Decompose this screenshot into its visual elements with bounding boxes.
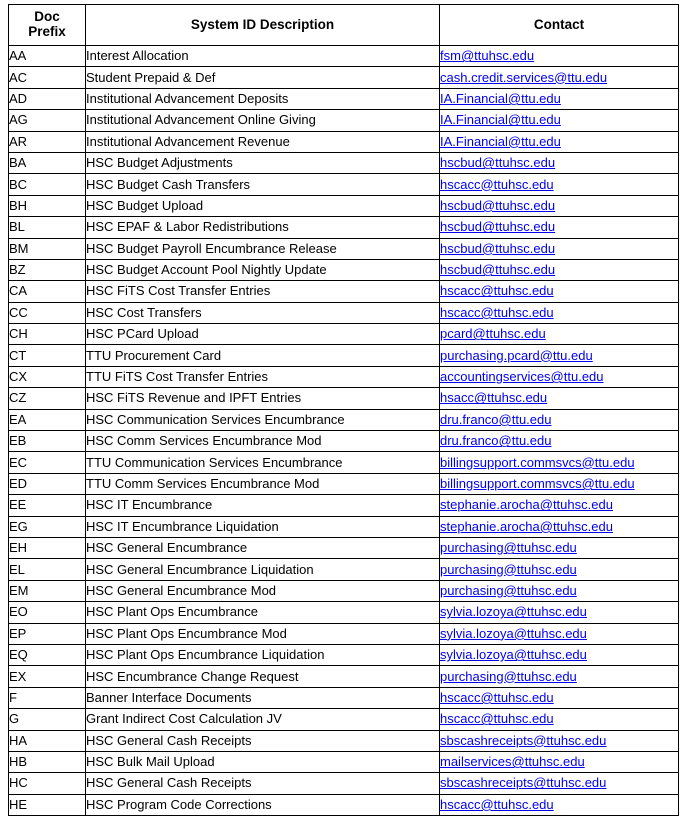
contact-email-link[interactable]: sylvia.lozoya@ttuhsc.edu	[440, 625, 587, 641]
cell-system-id-description: HSC Comm Services Encumbrance Mod	[86, 431, 440, 452]
cell-contact	[440, 666, 679, 687]
contact-email-link[interactable]: purchasing@ttuhsc.edu	[440, 561, 577, 577]
table-row	[9, 473, 679, 494]
cell-doc-prefix: BH	[9, 195, 86, 216]
contact-email-link[interactable]: hscbud@ttuhsc.edu	[440, 197, 556, 213]
contact-email-link[interactable]: billingsupport.commsvcs@ttu.edu	[440, 454, 635, 470]
contact-email-link[interactable]: sylvia.lozoya@ttuhsc.edu	[440, 647, 587, 663]
cell-system-id-description: Institutional Advancement Online Giving	[86, 110, 440, 131]
table-row	[9, 580, 679, 601]
cell-doc-prefix: EP	[9, 623, 86, 644]
cell-doc-prefix: HB	[9, 751, 86, 772]
table-header	[9, 5, 679, 46]
cell-contact	[440, 195, 679, 216]
cell-system-id-description: HSC Budget Cash Transfers	[86, 174, 440, 195]
cell-system-id-description: HSC Plant Ops Encumbrance	[86, 602, 440, 623]
contact-email-link[interactable]: mailservices@ttuhsc.edu	[440, 754, 585, 770]
cell-contact	[440, 281, 679, 302]
cell-system-id-description: TTU Comm Services Encumbrance Mod	[86, 473, 440, 494]
cell-doc-prefix: CA	[9, 281, 86, 302]
cell-system-id-description: HSC Program Code Corrections	[86, 794, 440, 815]
cell-system-id-description: Institutional Advancement Deposits	[86, 88, 440, 109]
cell-doc-prefix: BL	[9, 217, 86, 238]
contact-email-link[interactable]: hscbud@ttuhsc.edu	[440, 219, 556, 235]
cell-contact	[440, 110, 679, 131]
cell-contact	[440, 67, 679, 88]
cell-contact	[440, 559, 679, 580]
cell-contact	[440, 452, 679, 473]
cell-contact	[440, 217, 679, 238]
cell-contact	[440, 473, 679, 494]
cell-contact	[440, 516, 679, 537]
table-row	[9, 324, 679, 345]
cell-contact	[440, 345, 679, 366]
cell-doc-prefix: EM	[9, 580, 86, 601]
cell-doc-prefix: EG	[9, 516, 86, 537]
contact-email-link[interactable]: hscacc@ttuhsc.edu	[440, 689, 554, 705]
cell-contact	[440, 730, 679, 751]
table-row	[9, 709, 679, 730]
cell-system-id-description: Institutional Advancement Revenue	[86, 131, 440, 152]
cell-doc-prefix: EE	[9, 495, 86, 516]
table-row	[9, 152, 679, 173]
table-row	[9, 730, 679, 751]
table-row	[9, 46, 679, 67]
table-row	[9, 88, 679, 109]
cell-system-id-description: HSC FiTS Cost Transfer Entries	[86, 281, 440, 302]
cell-system-id-description: TTU FiTS Cost Transfer Entries	[86, 366, 440, 387]
cell-contact	[440, 794, 679, 815]
table-row	[9, 195, 679, 216]
contact-email-link[interactable]: dru.franco@ttu.edu	[440, 433, 552, 449]
cell-system-id-description: HSC Budget Upload	[86, 195, 440, 216]
cell-doc-prefix: G	[9, 709, 86, 730]
cell-doc-prefix: AA	[9, 46, 86, 67]
table-row	[9, 431, 679, 452]
cell-system-id-description: HSC Encumbrance Change Request	[86, 666, 440, 687]
cell-contact	[440, 46, 679, 67]
contact-email-link[interactable]: dru.franco@ttu.edu	[440, 411, 552, 427]
cell-system-id-description: HSC Budget Payroll Encumbrance Release	[86, 238, 440, 259]
cell-system-id-description: TTU Communication Services Encumbrance	[86, 452, 440, 473]
cell-system-id-description: HSC EPAF & Labor Redistributions	[86, 217, 440, 238]
cell-contact	[440, 751, 679, 772]
table-row	[9, 388, 679, 409]
cell-contact	[440, 88, 679, 109]
cell-system-id-description: Grant Indirect Cost Calculation JV	[86, 709, 440, 730]
contact-email-link[interactable]: purchasing@ttuhsc.edu	[440, 582, 577, 598]
contact-email-link[interactable]: purchasing@ttuhsc.edu	[440, 668, 577, 684]
cell-contact	[440, 709, 679, 730]
table-row	[9, 217, 679, 238]
cell-doc-prefix: EQ	[9, 644, 86, 665]
table-row	[9, 110, 679, 131]
table-row	[9, 495, 679, 516]
cell-doc-prefix: HC	[9, 773, 86, 794]
cell-system-id-description: HSC PCard Upload	[86, 324, 440, 345]
table-row	[9, 67, 679, 88]
cell-system-id-description: HSC Plant Ops Encumbrance Mod	[86, 623, 440, 644]
contact-email-link[interactable]: billingsupport.commsvcs@ttu.edu	[440, 475, 635, 491]
table-row	[9, 644, 679, 665]
table-row	[9, 131, 679, 152]
cell-doc-prefix: BM	[9, 238, 86, 259]
cell-doc-prefix: AC	[9, 67, 86, 88]
cell-doc-prefix: CZ	[9, 388, 86, 409]
column-header-doc-prefix	[9, 5, 86, 46]
table-row	[9, 516, 679, 537]
cell-contact	[440, 537, 679, 558]
cell-doc-prefix: BA	[9, 152, 86, 173]
table-row	[9, 366, 679, 387]
cell-system-id-description: HSC General Encumbrance	[86, 537, 440, 558]
cell-system-id-description: HSC Plant Ops Encumbrance Liquidation	[86, 644, 440, 665]
cell-doc-prefix: CH	[9, 324, 86, 345]
cell-contact	[440, 580, 679, 601]
contact-email-link[interactable]: cash.credit.services@ttu.edu	[440, 69, 608, 85]
cell-system-id-description: HSC Communication Services Encumbrance	[86, 409, 440, 430]
cell-contact	[440, 259, 679, 280]
column-header-doc-prefix-line1: Doc	[34, 9, 60, 25]
cell-doc-prefix: EH	[9, 537, 86, 558]
contact-email-link[interactable]: IA.Financial@ttu.edu	[440, 133, 561, 149]
cell-doc-prefix: F	[9, 687, 86, 708]
cell-system-id-description: HSC General Cash Receipts	[86, 730, 440, 751]
contact-email-link[interactable]: hscacc@ttuhsc.edu	[440, 796, 554, 812]
cell-system-id-description: HSC IT Encumbrance	[86, 495, 440, 516]
header-row	[9, 5, 679, 46]
contact-email-link[interactable]: hscacc@ttuhsc.edu	[440, 711, 554, 727]
cell-doc-prefix: CT	[9, 345, 86, 366]
cell-system-id-description: HSC General Encumbrance Liquidation	[86, 559, 440, 580]
contact-email-link[interactable]: sbscashreceipts@ttuhsc.edu	[440, 775, 607, 791]
cell-doc-prefix: AR	[9, 131, 86, 152]
column-header-system-id-description: System ID Description	[86, 5, 440, 46]
table-row	[9, 751, 679, 772]
cell-contact	[440, 324, 679, 345]
table-row	[9, 302, 679, 323]
cell-contact	[440, 602, 679, 623]
table-row	[9, 452, 679, 473]
cell-doc-prefix: AD	[9, 88, 86, 109]
cell-system-id-description: Student Prepaid & Def	[86, 67, 440, 88]
cell-doc-prefix: CC	[9, 302, 86, 323]
table-row	[9, 345, 679, 366]
contact-email-link[interactable]: hscacc@ttuhsc.edu	[440, 283, 554, 299]
cell-doc-prefix: EA	[9, 409, 86, 430]
contact-email-link[interactable]: purchasing@ttuhsc.edu	[440, 540, 577, 556]
contact-email-link[interactable]: hscbud@ttuhsc.edu	[440, 262, 556, 278]
cell-system-id-description: HSC General Cash Receipts	[86, 773, 440, 794]
cell-contact	[440, 431, 679, 452]
contact-email-link[interactable]: hscacc@ttuhsc.edu	[440, 304, 554, 320]
cell-contact	[440, 644, 679, 665]
cell-doc-prefix: HE	[9, 794, 86, 815]
contact-email-link[interactable]: pcard@ttuhsc.edu	[440, 326, 546, 342]
contact-email-link[interactable]: sbscashreceipts@ttuhsc.edu	[440, 732, 607, 748]
contact-email-link[interactable]: IA.Financial@ttu.edu	[440, 112, 561, 128]
table-row	[9, 794, 679, 815]
table-row	[9, 623, 679, 644]
contact-email-link[interactable]: stephanie.arocha@ttuhsc.edu	[440, 497, 613, 513]
table-row	[9, 666, 679, 687]
cell-doc-prefix: EC	[9, 452, 86, 473]
cell-system-id-description: HSC General Encumbrance Mod	[86, 580, 440, 601]
cell-contact	[440, 388, 679, 409]
table-row	[9, 773, 679, 794]
contact-email-link[interactable]: stephanie.arocha@ttuhsc.edu	[440, 518, 613, 534]
cell-contact	[440, 687, 679, 708]
table-body	[9, 46, 679, 816]
cell-contact	[440, 238, 679, 259]
cell-system-id-description: HSC Budget Adjustments	[86, 152, 440, 173]
cell-doc-prefix: EL	[9, 559, 86, 580]
contact-email-link[interactable]: accountingservices@ttu.edu	[440, 369, 604, 385]
table-row	[9, 409, 679, 430]
cell-doc-prefix: EO	[9, 602, 86, 623]
cell-contact	[440, 131, 679, 152]
contact-email-link[interactable]: purchasing.pcard@ttu.edu	[440, 347, 593, 363]
cell-system-id-description: HSC Cost Transfers	[86, 302, 440, 323]
cell-doc-prefix: BZ	[9, 259, 86, 280]
cell-system-id-description: HSC IT Encumbrance Liquidation	[86, 516, 440, 537]
cell-contact	[440, 366, 679, 387]
cell-contact	[440, 623, 679, 644]
cell-system-id-description: Banner Interface Documents	[86, 687, 440, 708]
table-row	[9, 259, 679, 280]
cell-contact	[440, 495, 679, 516]
column-header-contact: Contact	[440, 5, 679, 46]
cell-doc-prefix: EB	[9, 431, 86, 452]
table-row	[9, 537, 679, 558]
cell-system-id-description: HSC Budget Account Pool Nightly Update	[86, 259, 440, 280]
contact-email-link[interactable]: hscbud@ttuhsc.edu	[440, 155, 556, 171]
cell-doc-prefix: EX	[9, 666, 86, 687]
cell-contact	[440, 302, 679, 323]
table-row	[9, 687, 679, 708]
cell-system-id-description: Interest Allocation	[86, 46, 440, 67]
table-row	[9, 281, 679, 302]
table-row	[9, 559, 679, 580]
cell-doc-prefix: HA	[9, 730, 86, 751]
cell-doc-prefix: AG	[9, 110, 86, 131]
doc-prefix-table-container	[8, 4, 678, 816]
cell-contact	[440, 152, 679, 173]
contact-email-link[interactable]: hsacc@ttuhsc.edu	[440, 390, 548, 406]
cell-doc-prefix: CX	[9, 366, 86, 387]
contact-email-link[interactable]: hscbud@ttuhsc.edu	[440, 240, 556, 256]
doc-prefix-table	[8, 4, 679, 816]
column-header-doc-prefix-line2: Prefix	[28, 24, 66, 39]
contact-email-link[interactable]: IA.Financial@ttu.edu	[440, 90, 561, 106]
table-row	[9, 174, 679, 195]
contact-email-link[interactable]: fsm@ttuhsc.edu	[440, 48, 535, 64]
cell-doc-prefix: ED	[9, 473, 86, 494]
contact-email-link[interactable]: sylvia.lozoya@ttuhsc.edu	[440, 604, 587, 620]
cell-contact	[440, 773, 679, 794]
cell-doc-prefix: BC	[9, 174, 86, 195]
cell-system-id-description: TTU Procurement Card	[86, 345, 440, 366]
table-row	[9, 238, 679, 259]
cell-system-id-description: HSC Bulk Mail Upload	[86, 751, 440, 772]
cell-contact	[440, 409, 679, 430]
contact-email-link[interactable]: hscacc@ttuhsc.edu	[440, 176, 554, 192]
cell-system-id-description: HSC FiTS Revenue and IPFT Entries	[86, 388, 440, 409]
cell-contact	[440, 174, 679, 195]
table-row	[9, 602, 679, 623]
